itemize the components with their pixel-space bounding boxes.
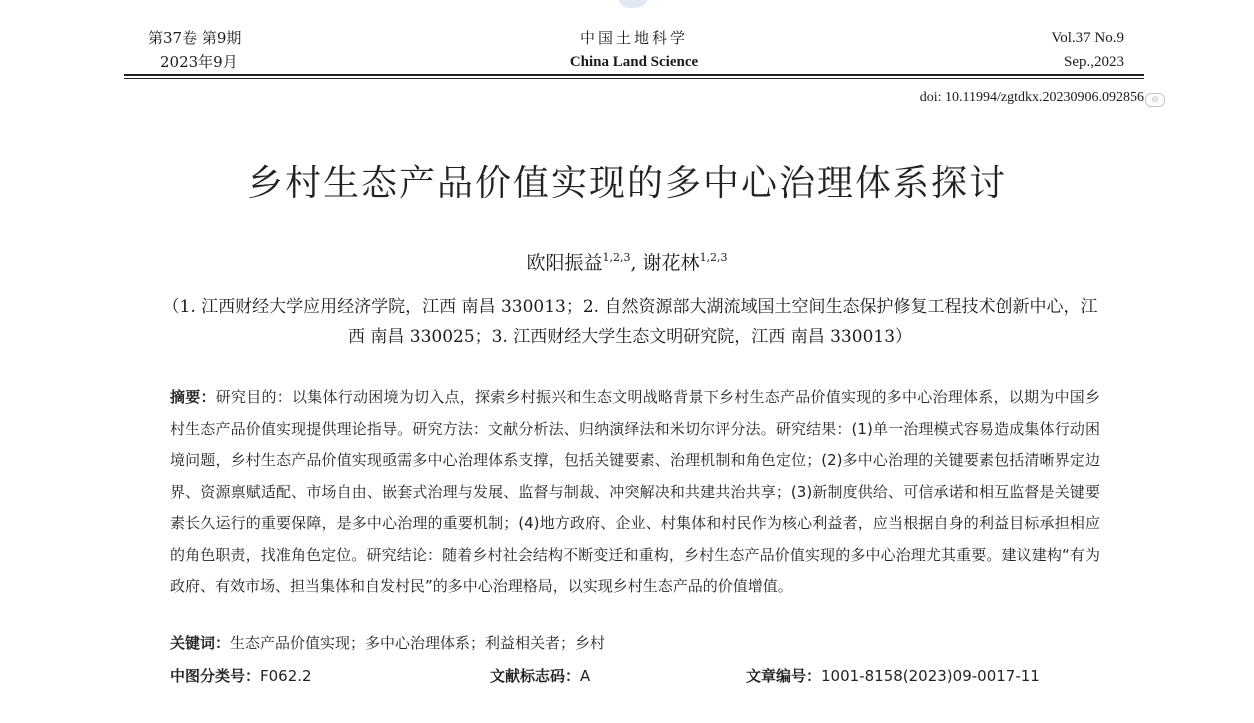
- author-affiliation-mark: 1,2,3: [602, 251, 631, 264]
- link-icon[interactable]: ⊖: [1145, 93, 1165, 107]
- clc-label: 中图分类号：: [170, 667, 261, 685]
- abstract-label: 摘要：: [170, 388, 216, 406]
- author-name: 谢花林: [642, 252, 700, 274]
- article-number: [746, 665, 1040, 686]
- paper-title: 乡村生态产品价值实现的多中心治理体系探讨: [246, 163, 1007, 204]
- top-pull-tab[interactable]: [618, 0, 648, 8]
- article-number-value: 1001-8158(2023)09-0017-11: [821, 667, 1040, 685]
- volume-en: Vol.37 No.9: [1051, 30, 1124, 46]
- header-right: [1051, 26, 1124, 74]
- article-number-label: 文章编号：: [746, 667, 822, 685]
- journal-name-en: China Land Science: [569, 54, 699, 70]
- journal-name-cn: 中国土地科学: [579, 29, 688, 47]
- volume-cn: 第37卷 第9期: [148, 29, 242, 47]
- author-affiliation-mark: 1,2,3: [699, 251, 728, 264]
- abstract: [170, 382, 1100, 603]
- document-code-label: 文献标志码：: [490, 667, 581, 685]
- header-rule-thin: [124, 78, 1144, 79]
- header-rule-thick: [124, 74, 1144, 76]
- document-code-value: A: [580, 667, 591, 685]
- journal-header: [124, 26, 1144, 78]
- doi[interactable]: doi: 10.11994/zgtdkx.20230906.092856: [919, 90, 1144, 105]
- author-separator: ,: [630, 252, 643, 274]
- authors: [0, 248, 1254, 275]
- keywords-label: 关键词：: [170, 634, 231, 652]
- date-cn: 2023年9月: [160, 53, 238, 71]
- keywords-text: 生态产品价值实现；多中心治理体系；利益相关者；乡村: [230, 634, 606, 652]
- date-en: Sep.,2023: [1064, 54, 1124, 70]
- author-name: 欧阳振益: [526, 252, 603, 274]
- clc-value: F062.2: [260, 667, 312, 685]
- document-code: [490, 665, 590, 686]
- abstract-text: 研究目的：以集体行动困境为切入点，探索乡村振兴和生态文明战略背景下乡村生态产品价值实现的多中心治理体系，以期为中国乡村生态产品价值实现提供理论指导。研究方法：文献分析法、归纳演绎法和米切尔评分法。研究结果：(1)单一治理模式容易造成集体行动困境问题，乡村生态产品价值实现亟需多中心治理体系支撑，包括关键要素、治理机制和角色定位；(2)多中心治理的关键要素包括清晰界定边界、资源禀赋适配、市场自由、嵌套式治理与发展、监督与制裁、冲突解决和共建共治共享；(3)新制度供给、可信承诺和相互监督是关键要素长久运行的重要保障，是多中心治理的重要机制；(4)地方政府、企业、村集体和村民作为核心利益者，应当根据自身的利益目标承担相应的角色职责，找准角色定位。研究结论：随着乡村社会结构不断变迁和重构，乡村生态产品价值实现的多中心治理尤其重要。建议建构“有为政府、有效市场、担当集体和自发村民”的多中心治理格局，以实现乡村生态产品的价值增值。: [170, 388, 1100, 595]
- affiliations: （1. 江西财经大学应用经济学院，江西 南昌 330013；2. 自然资源部大湖流域国土空间生态保护修复工程技术创新中心，江西 南昌 330025；3. 江西财经大学生态文明研究院，江西 南昌 330013）: [162, 297, 1098, 347]
- header-center: [124, 26, 1144, 74]
- clc-number: [170, 665, 312, 686]
- keywords: [170, 632, 1100, 653]
